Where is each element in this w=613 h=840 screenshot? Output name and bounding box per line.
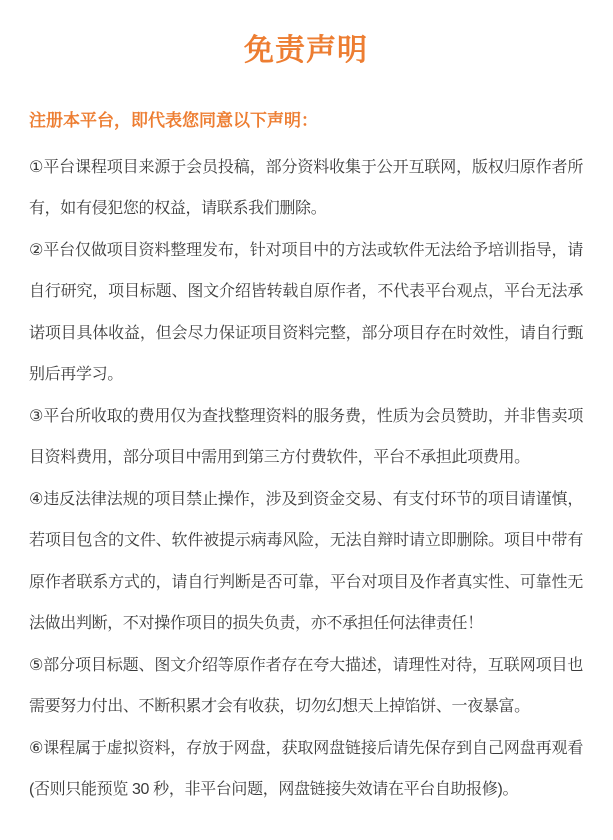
disclaimer-paragraph-1: ①平台课程项目来源于会员投稿，部分资料收集于公开互联网，版权归原作者所有，如有侵犯您的权益，请联系我们删除。 [29, 158, 583, 217]
disclaimer-paragraph-4: ④违反法律法规的项目禁止操作，涉及到资金交易、有支付环节的项目请谨慎，若项目包含的文件、软件被提示病毒风险，无法自辩时请立即删除。项目中带有原作者联系方式的，请自行判断是否可靠，平台对项目及作者真实性、可靠性无法做出判断，不对操作项目的损失负责，亦不承担任何法律责任！ [29, 490, 583, 632]
page-title: 免责声明 [244, 34, 368, 67]
disclaimer-paragraph-3: ③平台所收取的费用仅为查找整理资料的服务费，性质为会员赞助，并非售卖项目资料费用，部分项目中需用到第三方付费软件，平台不承担此项费用。 [29, 407, 583, 466]
intro-statement: 注册本平台，即代表您同意以下声明： [29, 111, 318, 130]
disclaimer-paragraph-6: ⑥课程属于虚拟资料，存放于网盘，获取网盘链接后请先保存到自己网盘再观看(否则只能预览 30 秒，非平台问题，网盘链接失效请在平台自助报修)。 [29, 739, 583, 798]
disclaimer-paragraph-2: ②平台仅做项目资料整理发布，针对项目中的方法或软件无法给予培训指导，请自行研究，项目标题、图文介绍皆转载自原作者，不代表平台观点，平台无法承诺项目具体收益，但会尽力保证项目资料完整，部分项目存在时效性，请自行甄别后再学习。 [29, 241, 583, 383]
disclaimer-paragraph-5: ⑤部分项目标题、图文介绍等原作者存在夸大描述，请理性对待，互联网项目也需要努力付出、不断积累才会有收获，切勿幻想天上掉馅饼、一夜暴富。 [29, 656, 583, 715]
